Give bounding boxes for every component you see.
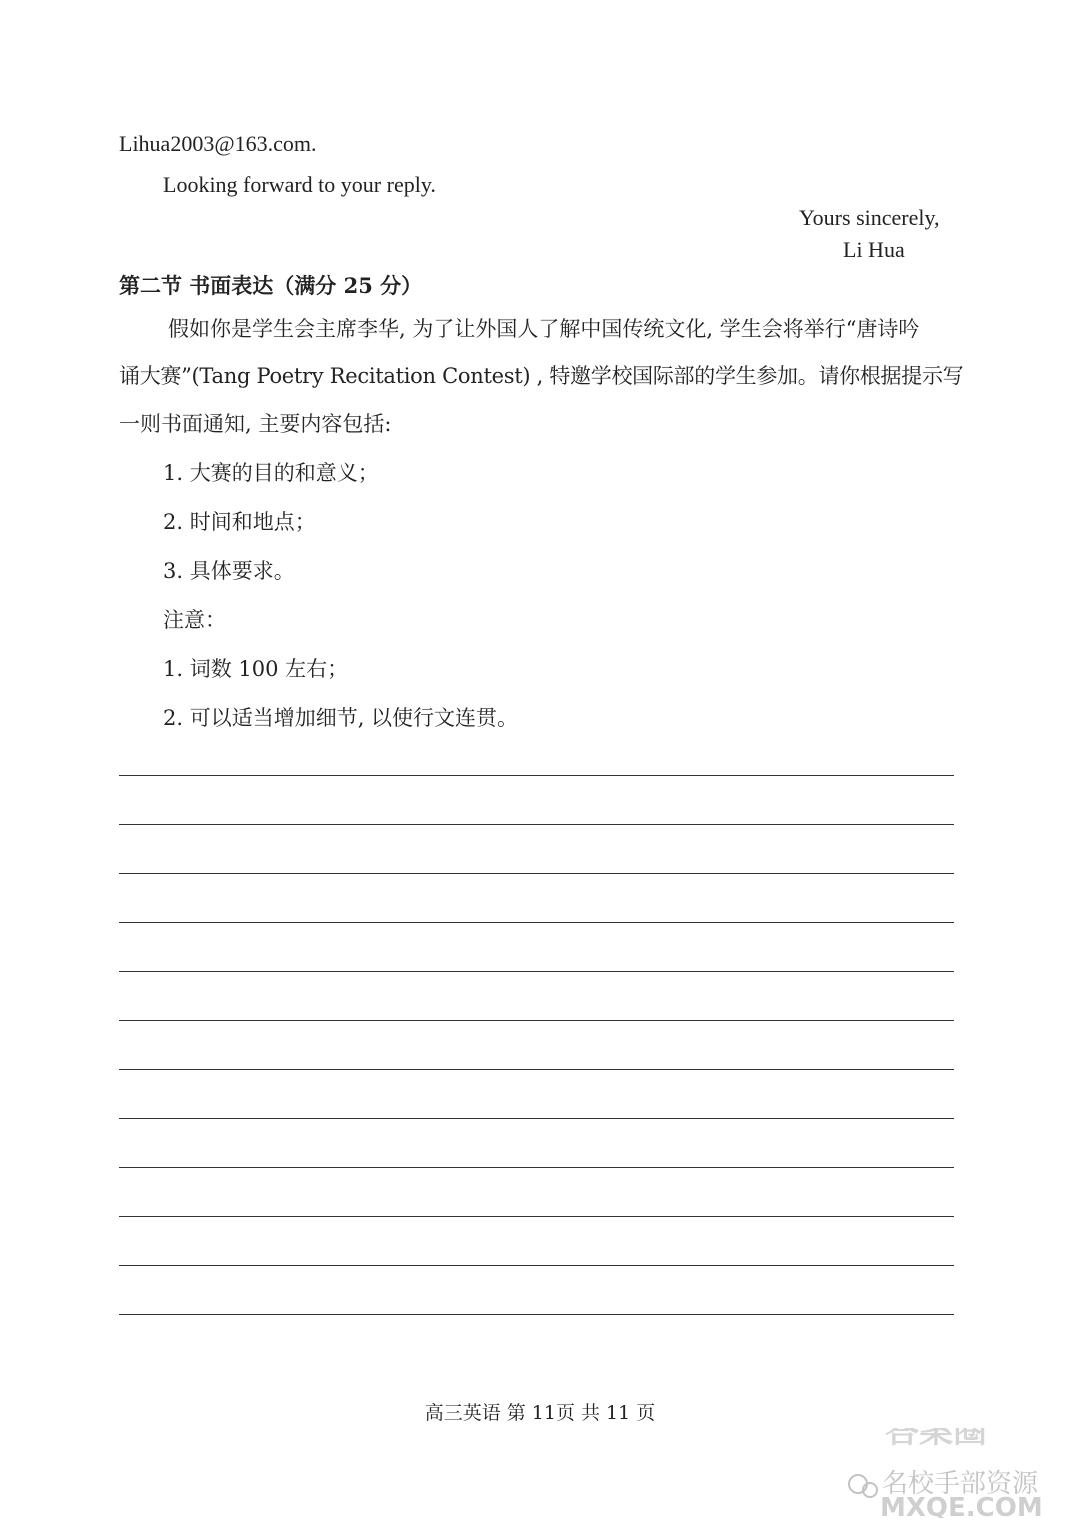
watermark-stamp: 答案圈 [885,1428,987,1451]
writing-line[interactable] [119,1020,954,1021]
writing-line[interactable] [119,1069,954,1070]
signoff: Yours sincerely, [799,205,940,230]
section-heading: 第二节 书面表达（满分 25 分） [119,273,423,298]
writing-line[interactable] [119,1216,954,1217]
writing-line[interactable] [119,1314,954,1315]
signature: Li Hua [843,237,905,262]
prompt-line-2: 诵大赛”(Tang Poetry Recitation Contest) , 特邀学校国际部的学生参加。请你根据提示写 [119,364,964,388]
writing-line[interactable] [119,1265,954,1266]
point-3: 3. 具体要求。 [163,559,295,583]
writing-line[interactable] [119,922,954,923]
point-2: 2. 时间和地点； [163,510,316,534]
watermark-text: 名校手部资源 [882,1469,1039,1499]
email-line: Lihua2003@163.com. [119,131,317,156]
page-footer: 高三英语 第 11页 共 11 页 [424,1402,656,1424]
prompt-line-3: 一则书面通知, 主要内容包括: [119,412,392,436]
writing-line[interactable] [119,1118,954,1119]
writing-line[interactable] [119,775,954,776]
point-1: 1. 大赛的目的和意义； [163,461,379,485]
writing-line[interactable] [119,971,954,972]
watermark-site: MXQE.COM [880,1493,1043,1518]
note-label: 注意： [163,608,226,632]
prompt-line-1: 假如你是学生会主席李华, 为了让外国人了解中国传统文化, 学生会将举行“唐诗吟 [168,317,920,341]
writing-line[interactable] [119,824,954,825]
note-1: 1. 词数 100 左右； [163,657,349,681]
watermark-logo-icon [840,1428,1070,1518]
writing-line[interactable] [119,873,954,874]
closing-line: Looking forward to your reply. [163,172,436,197]
note-2: 2. 可以适当增加细节, 以使行文连贯。 [163,706,519,730]
writing-line[interactable] [119,1167,954,1168]
watermark [840,1428,1070,1518]
